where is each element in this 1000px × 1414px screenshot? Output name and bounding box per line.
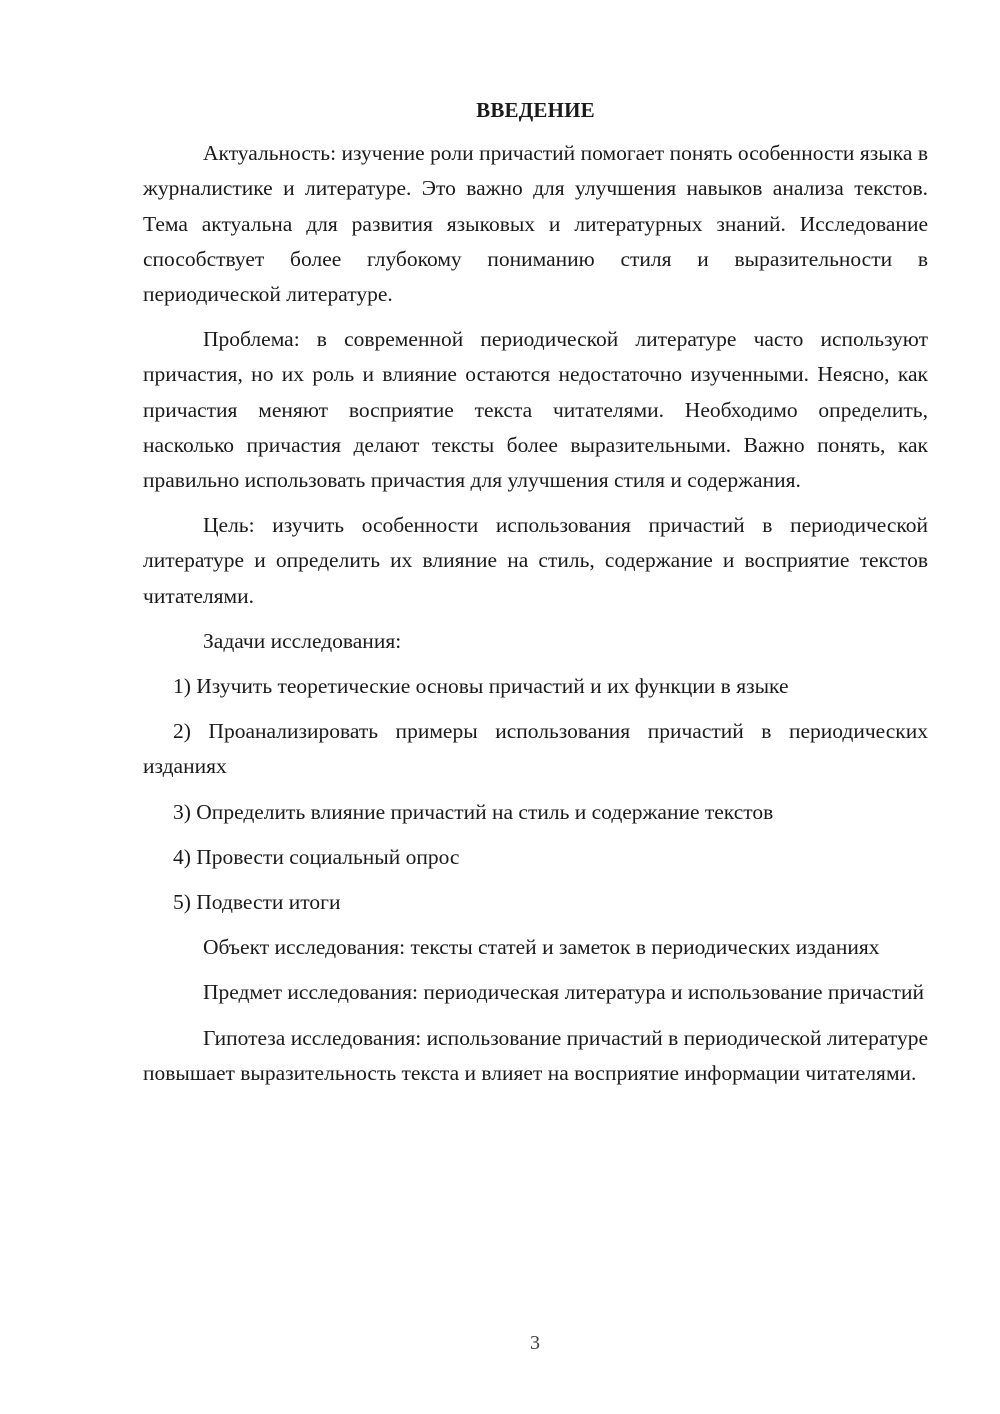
task-item-1: 1) Изучить теоретические основы причастий и их функции в языке — [173, 674, 789, 699]
task-item-4: 4) Провести социальный опрос — [173, 844, 460, 869]
paragraph-relevance: Актуальность: изучение роли причастий помогает понять особенности языка в журналистике и литературе. Это важно для улучшения навыков анализа текстов. Тема актуальна для развития языковых и литературных знаний. Исследование способствует более глубокому пониманию стиля и выразительности в периодической литературе. — [143, 141, 928, 307]
paragraph-goal: Цель: изучить особенности использования причастий в периодической литературе и определить их влияние на стиль, содержание и восприятие текстов читателями. — [143, 513, 928, 608]
task-item-2: 2) Проанализировать примеры использования причастий в периодических изданиях — [143, 719, 928, 779]
task-item-5: 5) Подвести итоги — [173, 890, 341, 915]
page-number: 3 — [530, 1332, 540, 1354]
paragraph-object: Объект исследования: тексты статей и заметок в периодических изданиях — [203, 935, 880, 960]
page-content — [143, 93, 928, 1101]
page-title: ВВЕДЕНИЕ — [476, 98, 595, 122]
paragraph-hypothesis: Гипотеза исследования: использование причастий в периодической литературе повышает выразительность текста и влияет на восприятие информации читателями. — [143, 1025, 928, 1085]
task-item-3: 3) Определить влияние причастий на стиль и содержание текстов — [173, 799, 774, 824]
paragraph-subject: Предмет исследования: периодическая литература и использование причастий — [203, 980, 924, 1005]
tasks-heading: Задачи исследования: — [203, 628, 402, 653]
paragraph-problem: Проблема: в современной периодической литературе часто используют причастия, но их роль и влияние остаются недостаточно изученными. Неясно, как причастия меняют восприятие текста читателями. Необходимо определить, насколько причастия делают тексты более выразительными. Важно понять, как правильно использовать причастия для улучшения стиля и содержания. — [143, 327, 928, 493]
